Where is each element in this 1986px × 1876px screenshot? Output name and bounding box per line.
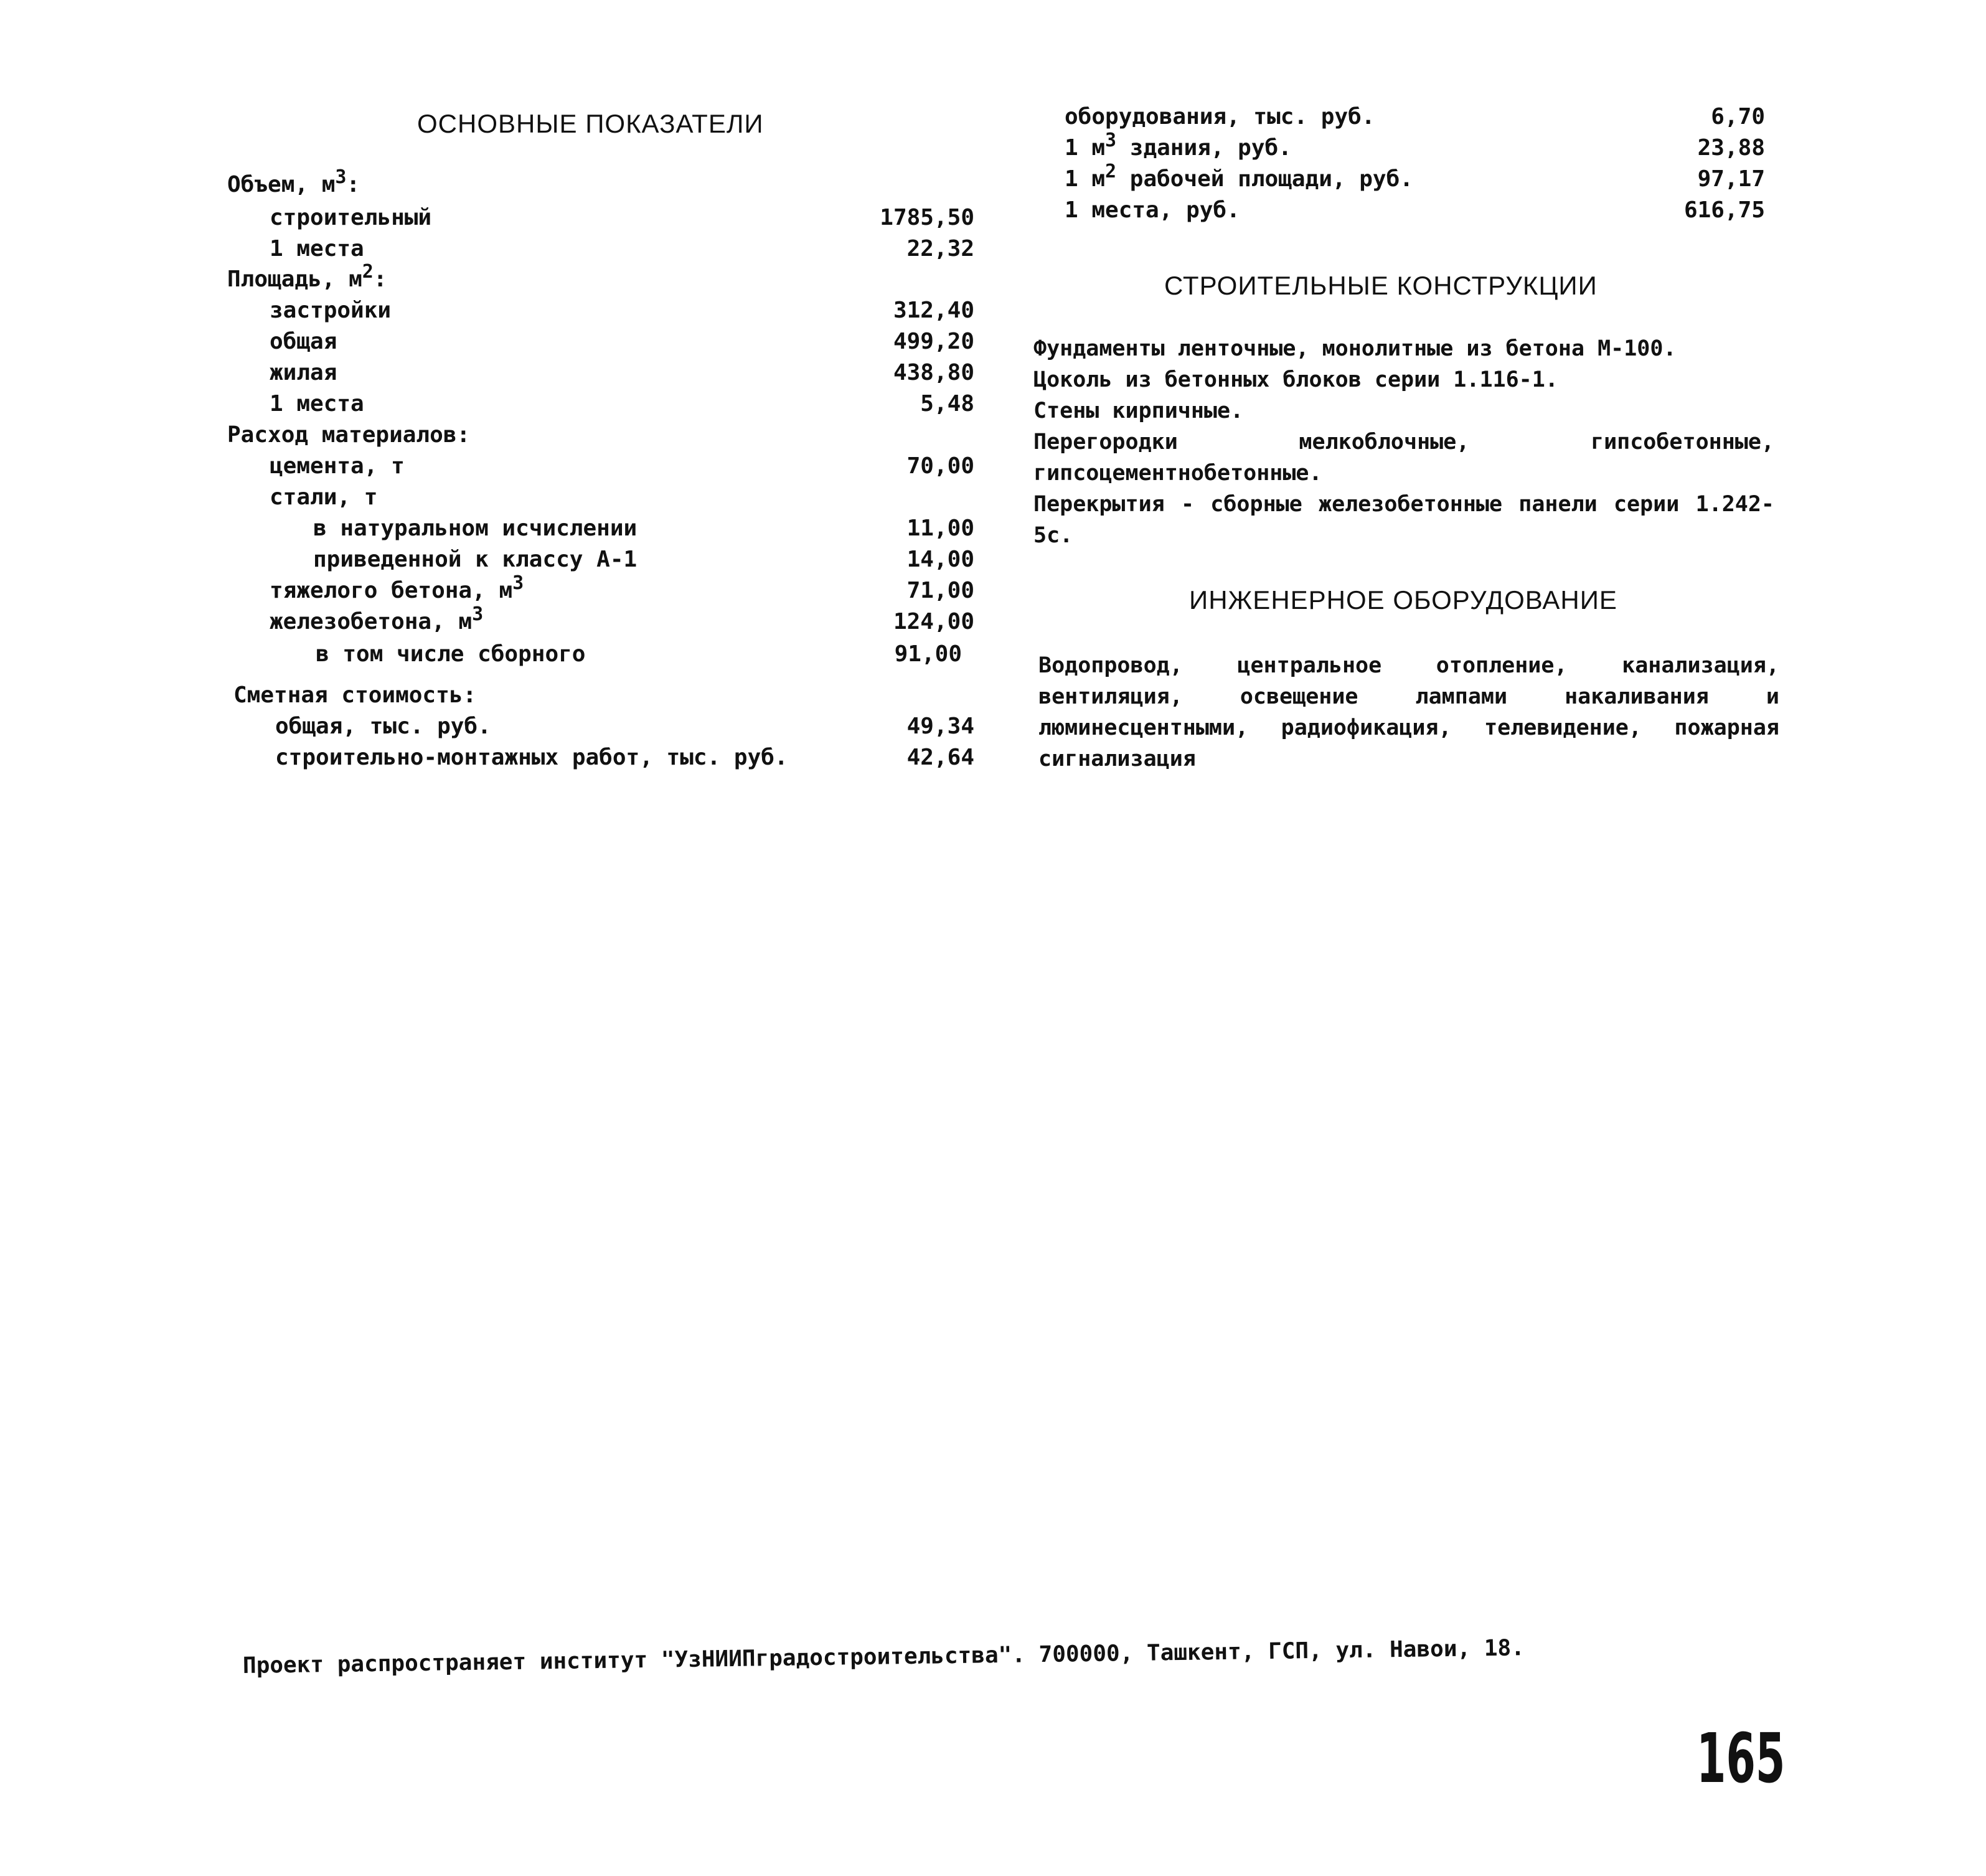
cost-construction-row: [227, 742, 974, 773]
reinforced-concrete-label: железобетона, м: [270, 609, 473, 634]
steel-row: [227, 482, 974, 513]
structures-title: СТРОИТЕЛЬНЫЕ КОНСТРУКЦИИ: [1164, 271, 1598, 300]
steel-reduced-label: приведенной к классу А-1: [313, 547, 638, 572]
precast-value: 91,00: [894, 641, 962, 667]
cement-value: 70,00: [906, 453, 974, 479]
area-living-label: жилая: [270, 360, 337, 385]
per-m2-unit-sup: 2: [1105, 161, 1117, 182]
cost-construction-label: строительно-монтажных работ, тыс. руб.: [275, 745, 788, 770]
area-place-row: [227, 389, 974, 420]
per-place-row: [1065, 195, 1765, 226]
cement-label: цемента, т: [270, 453, 405, 479]
heavy-concrete-unit-sup: 3: [512, 572, 524, 594]
per-m3-row: 1 $м^3$ здания, руб. 23,88: [1065, 133, 1765, 164]
per-m3-unit-sup: 3: [1105, 130, 1117, 151]
volume-place-row: [227, 233, 974, 265]
steel-label: стали, т: [270, 484, 378, 510]
area-total-label: общая: [270, 329, 337, 354]
reinforced-concrete-value: 124,00: [893, 609, 974, 634]
volume-building-value: 1785,50: [880, 205, 974, 230]
cement-row: [227, 451, 974, 482]
per-m2-label: 1 м: [1065, 166, 1106, 192]
volume-unit-sup: 3: [335, 166, 347, 188]
materials-row: [227, 420, 974, 451]
cost-total-value: 49,34: [906, 714, 974, 739]
precast-row: [227, 639, 962, 670]
cost-row: [227, 680, 974, 711]
materials-label: Расход материалов:: [227, 422, 471, 448]
area-built-label: застройки: [270, 298, 392, 323]
equipment-row: [1065, 101, 1765, 133]
cost-label: Сметная стоимость:: [233, 682, 477, 708]
walls-line: Стены кирпичные.: [1033, 398, 1244, 423]
heavy-concrete-value: 71,00: [906, 578, 974, 603]
steel-natural-label: в натуральном исчислении: [313, 516, 638, 541]
steel-reduced-row: [227, 544, 974, 575]
page-number: 165: [1697, 1718, 1786, 1798]
engineering-text: Водопровод, центральное отопление, канализация, вентиляция, освещение лампами накаливания и люминесцентными, радиофикация, телевидение, пожарная сигнализация: [1038, 653, 1779, 771]
area-living-value: 438,80: [893, 360, 974, 385]
area-row: Площадь, $м^2$:: [227, 261, 387, 292]
volume-place-label: 1 места: [270, 236, 364, 262]
foundations-line: Фундаменты ленточные, монолитные из бетона М-100.: [1033, 336, 1677, 361]
structures-text: [1033, 333, 1774, 551]
partitions-line: Перегородки мелкоблочные, гипсобетонные, гипсоцементнобетонные.: [1033, 430, 1774, 486]
area-label: Площадь, м: [227, 266, 362, 292]
distribution-note: Проект распространяет институт "УзНИИПградостроительства". 700000, Ташкент, ГСП, ул. Навои, 18.: [242, 1635, 1525, 1679]
volume-place-value: 22,32: [906, 236, 974, 262]
area-unit-sup: 2: [362, 261, 374, 283]
area-total-row: [227, 326, 974, 357]
equipment-value: 6,70: [1711, 104, 1765, 130]
steel-natural-row: [227, 513, 974, 544]
area-built-row: [227, 295, 974, 326]
main-indicators-title: ОСНОВНЫЕ ПОКАЗАТЕЛИ: [417, 109, 764, 138]
volume-building-row: [227, 202, 974, 233]
per-place-value: 616,75: [1683, 197, 1765, 223]
area-total-value: 499,20: [893, 329, 974, 354]
cost-total-row: [227, 711, 974, 742]
heavy-concrete-row: [227, 572, 974, 606]
heavy-concrete-label: тяжелого бетона, м: [270, 578, 513, 603]
volume-label: Объем, м: [227, 172, 336, 197]
volume-row: Объем, $м^3$:: [227, 166, 360, 197]
floors-line: Перекрытия - сборные железобетонные панели серии 1.242-5с.: [1033, 492, 1774, 548]
per-m2-row: 1 $м^2$ рабочей площади, руб. 97,17: [1065, 164, 1765, 195]
area-place-value: 5,48: [920, 391, 974, 417]
per-place-label: 1 места, руб.: [1065, 197, 1240, 223]
per-m3-label: 1 м: [1065, 135, 1106, 161]
per-m3-value: 23,88: [1697, 135, 1765, 161]
area-built-value: 312,40: [893, 298, 974, 323]
area-living-row: [227, 357, 974, 389]
area-place-label: 1 места: [270, 391, 364, 417]
plinth-line: Цоколь из бетонных блоков серии 1.116-1.: [1033, 367, 1558, 392]
per-m2-value: 97,17: [1697, 166, 1765, 192]
precast-label: в том числе сборного: [316, 641, 586, 667]
engineering-title: ИНЖЕНЕРНОЕ ОБОРУДОВАНИЕ: [1189, 585, 1617, 615]
reinforced-concrete-row: [227, 603, 974, 638]
reinforced-concrete-unit-sup: 3: [472, 603, 484, 625]
steel-natural-value: 11,00: [906, 516, 974, 541]
cost-construction-value: 42,64: [906, 745, 974, 770]
cost-total-label: общая, тыс. руб.: [275, 714, 491, 739]
volume-building-label: строительный: [270, 205, 432, 230]
equipment-label: оборудования, тыс. руб.: [1065, 104, 1375, 130]
steel-reduced-value: 14,00: [906, 547, 974, 572]
